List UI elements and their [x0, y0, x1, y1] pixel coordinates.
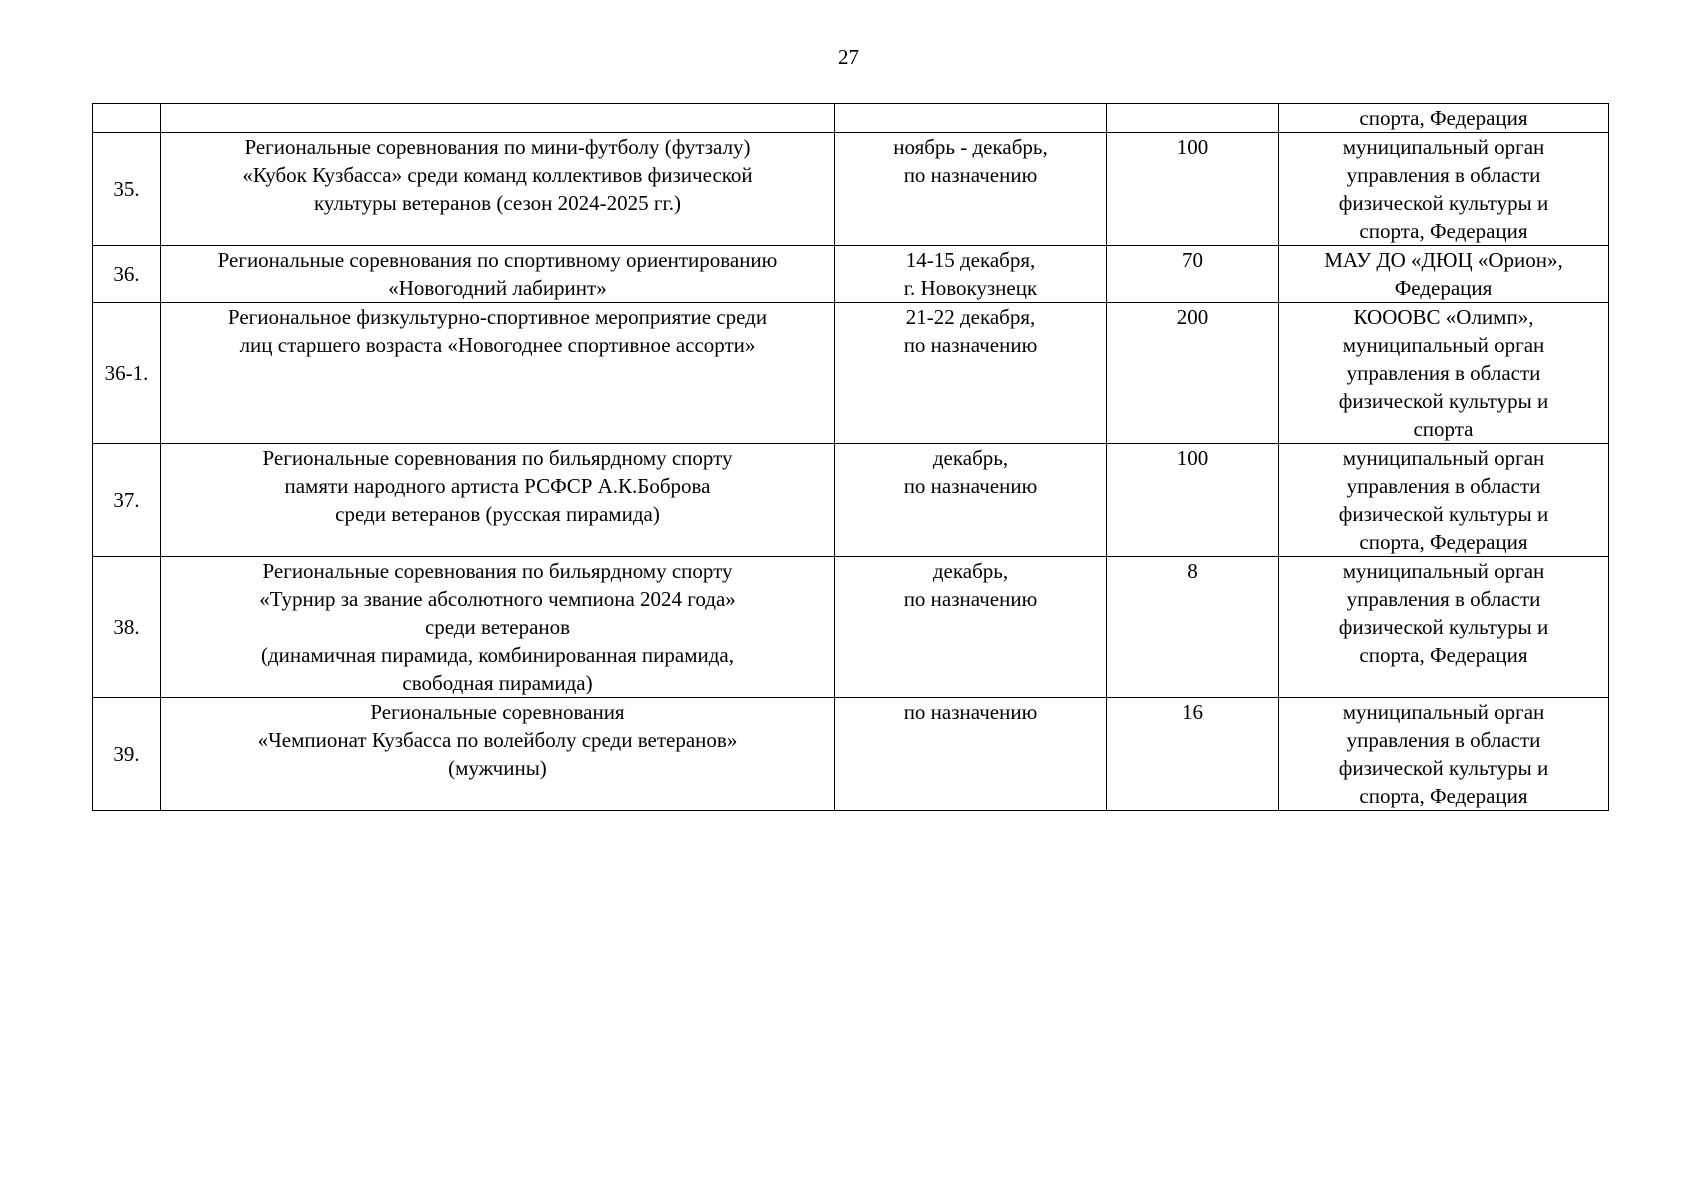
row-number: 35. [93, 133, 161, 246]
organizer: муниципальный орган управления в области физической культуры и спорта, Федерация [1279, 444, 1609, 557]
row-number: 39. [93, 698, 161, 811]
event-date: по назначению [835, 698, 1107, 811]
event-name: Региональные соревнования «Чемпионат Кузбасса по волейболу среди ветеранов» (мужчины) [161, 698, 835, 811]
table-row [93, 133, 1609, 246]
organizer: муниципальный орган управления в области физической культуры и спорта, Федерация [1279, 698, 1609, 811]
organizer: муниципальный орган управления в области физической культуры и спорта, Федерация [1279, 557, 1609, 698]
participants-count [1107, 104, 1279, 133]
event-name: Региональные соревнования по спортивному ориентированию «Новогодний лабиринт» [161, 246, 835, 303]
participants-count: 200 [1107, 303, 1279, 444]
row-number: 36. [93, 246, 161, 303]
table-row [93, 104, 1609, 133]
row-number [93, 104, 161, 133]
event-name: Региональные соревнования по бильярдному спорту памяти народного артиста РСФСР А.К.Боброва среди ветеранов (русская пирамида) [161, 444, 835, 557]
organizer: КОООВС «Олимп», муниципальный орган управления в области физической культуры и спорта [1279, 303, 1609, 444]
participants-count: 70 [1107, 246, 1279, 303]
organizer: спорта, Федерация [1279, 104, 1609, 133]
participants-count: 8 [1107, 557, 1279, 698]
event-name: Региональные соревнования по мини-футболу (футзалу) «Кубок Кузбасса» среди команд коллективов физической культуры ветеранов (сезон 2024-2025 гг.) [161, 133, 835, 246]
participants-count: 100 [1107, 133, 1279, 246]
organizer: муниципальный орган управления в области физической культуры и спорта, Федерация [1279, 133, 1609, 246]
events-table [92, 103, 1609, 811]
event-name: Региональные соревнования по бильярдному спорту «Турнир за звание абсолютного чемпиона 2024 года» среди ветеранов (динамичная пирамида, комбинированная пирамида, свободная пирамида) [161, 557, 835, 698]
event-date: 21-22 декабря, по назначению [835, 303, 1107, 444]
participants-count: 100 [1107, 444, 1279, 557]
table-row [93, 698, 1609, 811]
event-name [161, 104, 835, 133]
table-row [93, 303, 1609, 444]
row-number: 38. [93, 557, 161, 698]
table-row [93, 557, 1609, 698]
event-date [835, 104, 1107, 133]
event-date: декабрь, по назначению [835, 444, 1107, 557]
participants-count: 16 [1107, 698, 1279, 811]
event-date: декабрь, по назначению [835, 557, 1107, 698]
event-date: ноябрь - декабрь, по назначению [835, 133, 1107, 246]
page-number: 27 [838, 45, 859, 69]
row-number: 36-1. [93, 303, 161, 444]
row-number: 37. [93, 444, 161, 557]
table-row [93, 246, 1609, 303]
organizer: МАУ ДО «ДЮЦ «Орион», Федерация [1279, 246, 1609, 303]
event-date: 14-15 декабря, г. Новокузнецк [835, 246, 1107, 303]
table-row [93, 444, 1609, 557]
event-name: Региональное физкультурно-спортивное мероприятие среди лиц старшего возраста «Новогоднее спортивное ассорти» [161, 303, 835, 444]
